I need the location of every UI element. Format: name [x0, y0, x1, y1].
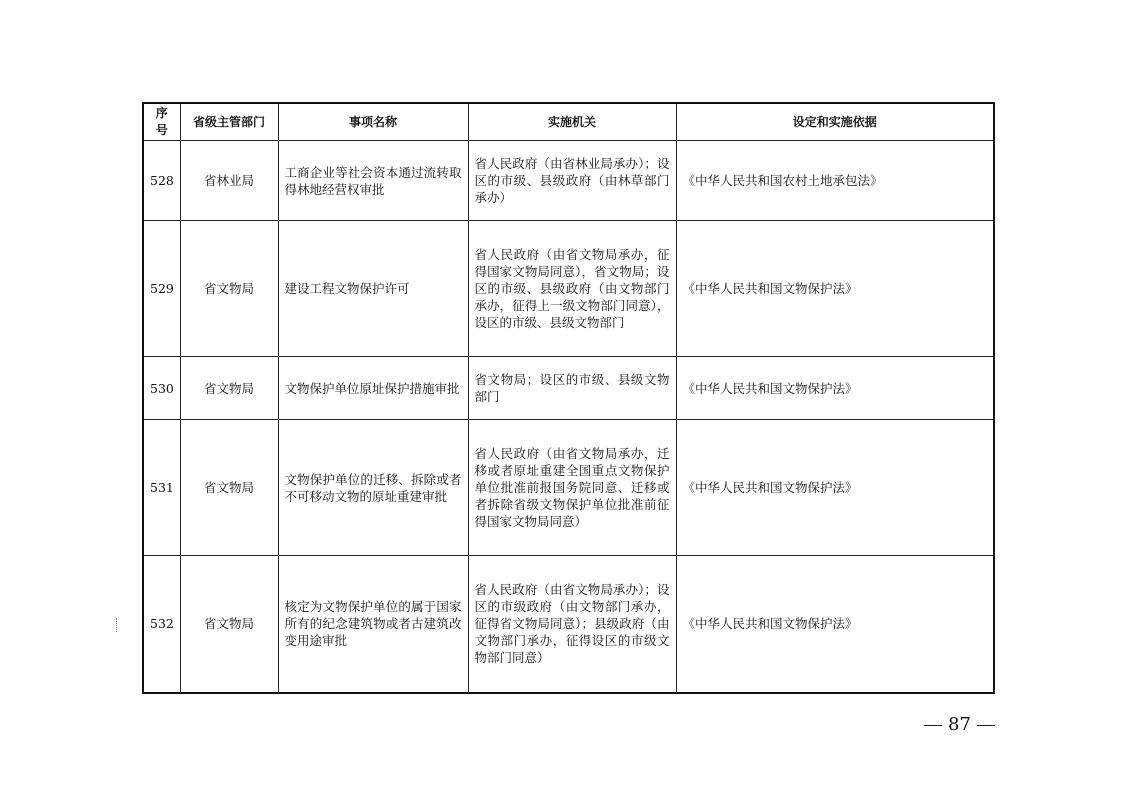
- agency-cell: 省人民政府（由省林业局承办）；设区的市级、县级政府（由林草部门承办）: [468, 141, 676, 221]
- table-row: [143, 357, 994, 420]
- item-name-cell: 核定为文物保护单位的属于国家所有的纪念建筑物或者古建筑改变用途审批: [278, 556, 468, 693]
- table-row: [143, 221, 994, 357]
- agency-cell: 省文物局；设区的市级、县级文物部门: [468, 357, 676, 420]
- item-name-cell: 建设工程文物保护许可: [278, 221, 468, 357]
- item-name-cell: 工商企业等社会资本通过流转取得林地经营权审批: [278, 141, 468, 221]
- agency-cell: 省人民政府（由省文物局承办，征得国家文物局同意），省文物局；设区的市级、县级政府（由文物部门承办，征得上一级文物部门同意），设区的市级、县级文物部门: [468, 221, 676, 357]
- header-item-name: 事项名称: [278, 103, 468, 141]
- basis-cell: 《中华人民共和国文物保护法》: [676, 556, 994, 693]
- item-name-cell: 文物保护单位的迁移、拆除或者不可移动文物的原址重建审批: [278, 420, 468, 556]
- serial-no-cell: 530: [143, 357, 180, 420]
- serial-no-cell: 531: [143, 420, 180, 556]
- table-row: [143, 556, 994, 693]
- agency-cell: 省人民政府（由省文物局承办，迁移或者原址重建全国重点文物保护单位批准前报国务院同意、迁移或者拆除省级文物保护单位批准前征得国家文物局同意）: [468, 420, 676, 556]
- dept-cell: 省文物局: [180, 221, 278, 357]
- item-name-cell: 文物保护单位原址保护措施审批: [278, 357, 468, 420]
- page-number-dash-left: [924, 725, 942, 726]
- page-number-dash-right: [977, 725, 995, 726]
- table-header-row: [143, 103, 994, 141]
- agency-cell: 省人民政府（由省文物局承办）；设区的市级政府（由文物部门承办，征得省文物局同意）；县级政府（由文物部门承办，征得设区的市级文物部门同意）: [468, 556, 676, 693]
- page-number: [918, 714, 1001, 735]
- basis-cell: 《中华人民共和国文物保护法》: [676, 420, 994, 556]
- serial-no-cell: 528: [143, 141, 180, 221]
- dept-cell: 省文物局: [180, 357, 278, 420]
- serial-no-cell: 529: [143, 221, 180, 357]
- approval-items-table: [142, 102, 995, 694]
- dept-cell: 省文物局: [180, 420, 278, 556]
- dept-cell: 省林业局: [180, 141, 278, 221]
- table-row: [143, 141, 994, 221]
- header-provincial-dept: 省级主管部门: [180, 103, 278, 141]
- serial-no-cell: 532: [143, 556, 180, 693]
- dept-cell: 省文物局: [180, 556, 278, 693]
- header-serial-no: 序号: [143, 103, 180, 141]
- header-implementing-agency: 实施机关: [468, 103, 676, 141]
- table-row: [143, 420, 994, 556]
- binding-margin-mark: [116, 618, 119, 632]
- basis-cell: 《中华人民共和国文物保护法》: [676, 221, 994, 357]
- basis-cell: 《中华人民共和国农村土地承包法》: [676, 141, 994, 221]
- basis-cell: 《中华人民共和国文物保护法》: [676, 357, 994, 420]
- page-number-value: 87: [948, 714, 971, 735]
- header-legal-basis: 设定和实施依据: [676, 103, 994, 141]
